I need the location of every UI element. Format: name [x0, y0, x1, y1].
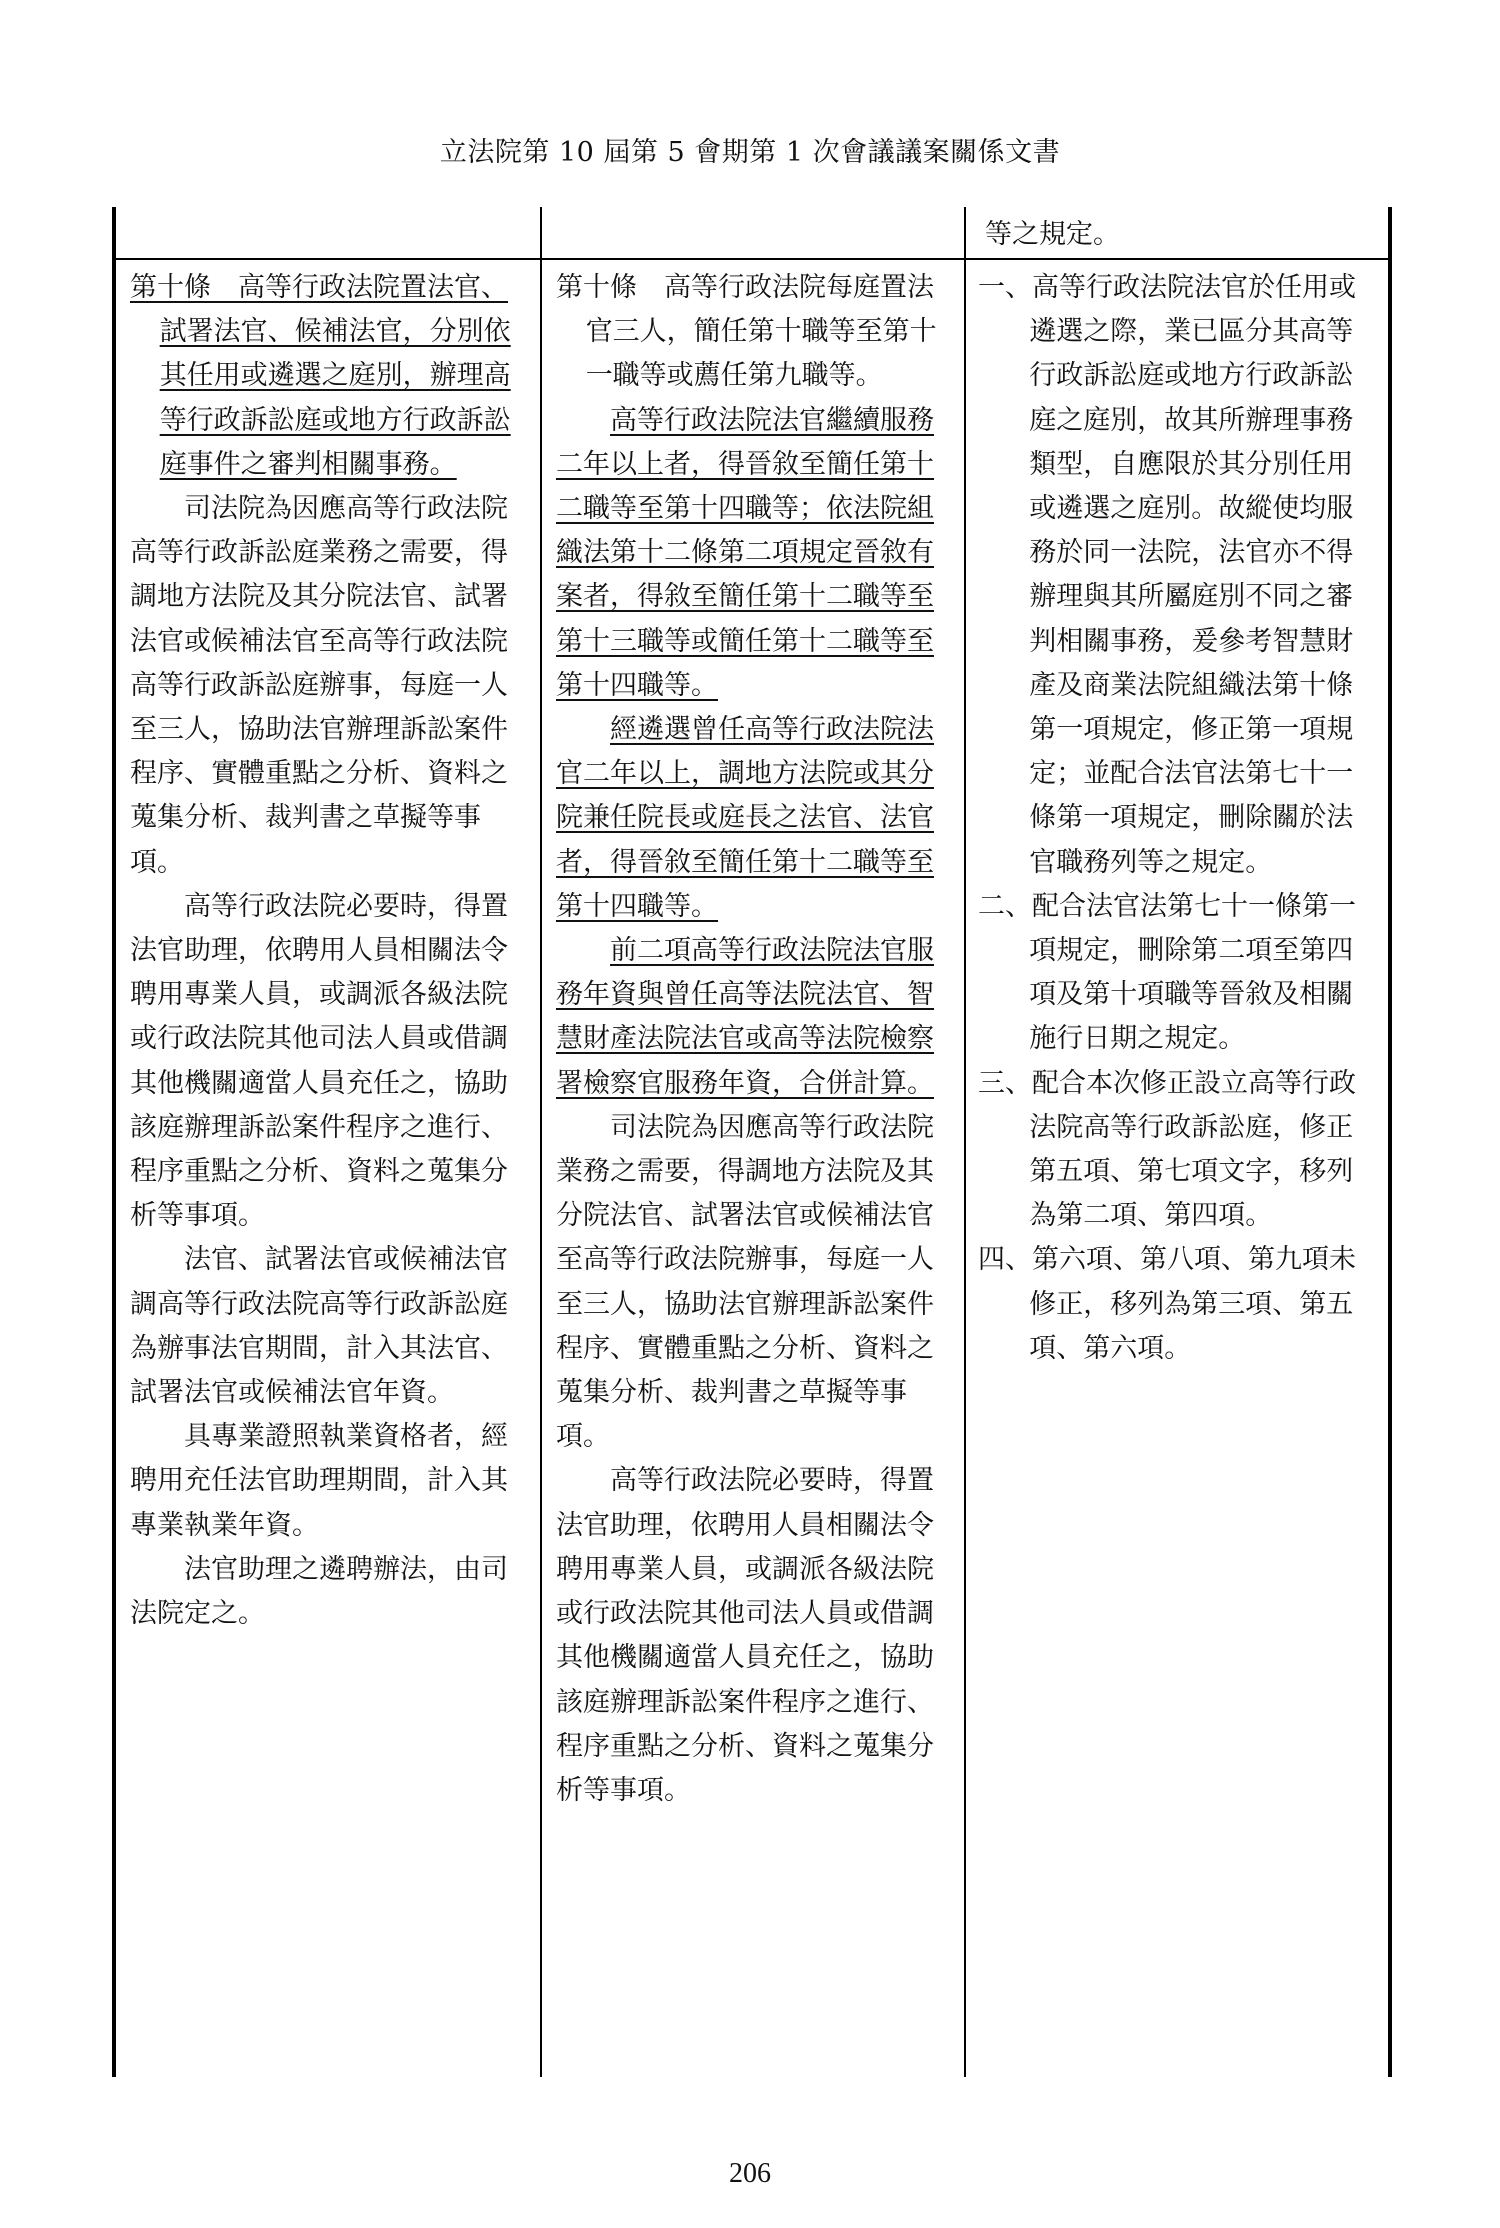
column-divider-1 [540, 207, 542, 2077]
current-text-column [556, 266, 951, 1813]
explanation-column [978, 266, 1378, 1371]
page-number: 206 [729, 2158, 771, 2189]
explanation-item: 三、配合本次修正設立高等行政法院高等行政訴訟庭，修正第五項、第七項文字，移列為第二項、第四項。 [978, 1067, 1356, 1232]
paragraph: 前二項高等行政法院法官服務年資與曾任高等法院法官、智慧財產法院法官或高等法院檢察署檢察官服務年資，合併計算。 [556, 935, 934, 1099]
explanation-item: 二、配合法官法第七十一條第一項規定，刪除第二項至第四項及第十項職等晉敘及相關施行日期之規定。 [978, 890, 1356, 1055]
paragraph: 具專業證照執業資格者，經聘用充任法官助理期間，計入其專業執業年資。 [130, 1421, 508, 1541]
paragraph: 高等行政法院必要時，得置法官助理，依聘用人員相關法令聘用專業人員，或調派各級法院或行政法院其他司法人員或借調其他機關適當人員充任之，協助該庭辦理訴訟案件程序之進行、程序重點之分析、資料之蒐集分析等事項。 [556, 1465, 934, 1806]
explanation-item: 一、高等行政法院法官於任用或遴選之際，業已區分其高等行政訴訟庭或地方行政訴訟庭之庭別，故其所辦理事務類型，自應限於其分別任用或遴選之庭別。故縱使均服務於同一法院，法官亦不得辦理與其所屬庭別不同之審判相關事務，爰參考智慧財產及商業法院組織法第十條第一項規定，修正第一項規定；並配合法官法第七十一條第一項規定，刪除關於法官職務列等之規定。 [978, 272, 1356, 878]
amended-text-column [130, 266, 525, 1636]
column-divider-2 [964, 207, 966, 2077]
table-left-border [112, 207, 116, 2077]
paragraph: 法官助理之遴聘辦法，由司法院定之。 [130, 1553, 508, 1630]
article-heading: 第十條 高等行政法院每庭置法官三人，簡任第十職等至第十一職等或薦任第九職等。 [556, 272, 937, 392]
continued-note: 等之規定。 [985, 219, 1120, 250]
table-right-border [1388, 207, 1392, 2077]
article-heading: 第十條 高等行政法院置法官、試署法官、候補法官，分別依其任用或遴選之庭別，辦理高等行政訴訟庭或地方行政訴訟庭事件之審判相關事務。 [130, 272, 511, 480]
paragraph: 司法院為因應高等行政法院高等行政訴訟庭業務之需要，得調地方法院及其分院法官、試署法官或候補法官至高等行政法院高等行政訴訟庭辦事，每庭一人至三人，協助法官辦理訴訟案件程序、實體重點之分析、資料之蒐集分析、裁判書之草擬等事項。 [130, 493, 508, 878]
paragraph: 高等行政法院必要時，得置法官助理，依聘用人員相關法令聘用專業人員，或調派各級法院或行政法院其他司法人員或借調其他機關適當人員充任之，協助該庭辦理訴訟案件程序之進行、程序重點之分析、資料之蒐集分析等事項。 [130, 890, 508, 1232]
explanation-item: 四、第六項、第八項、第九項未修正，移列為第三項、第五項、第六項。 [978, 1244, 1356, 1364]
row-divider [112, 258, 1392, 260]
paragraph: 法官、試署法官或候補法官調高等行政法院高等行政訴訟庭為辦事法官期間，計入其法官、試署法官或候補法官年資。 [130, 1244, 508, 1409]
paragraph: 經遴選曾任高等行政法院法官二年以上，調地方法院或其分院兼任院長或庭長之法官、法官者，得晉敘至簡任第十二職等至第十四職等。 [556, 714, 934, 922]
document-header: 立法院第 10 屆第 5 會期第 1 次會議議案關係文書 [439, 137, 1061, 168]
paragraph: 高等行政法院法官繼續服務二年以上者，得晉敘至簡任第十二職等至第十四職等；依法院組織法第十二條第二項規定晉敘有案者，得敘至簡任第十二職等至第十三職等或簡任第十二職等至第十四職等。 [556, 404, 934, 701]
paragraph: 司法院為因應高等行政法院業務之需要，得調地方法院及其分院法官、試署法官或候補法官至高等行政法院辦事，每庭一人至三人，協助法官辦理訴訟案件程序、實體重點之分析、資料之蒐集分析、裁判書之草擬等事項。 [556, 1111, 934, 1453]
